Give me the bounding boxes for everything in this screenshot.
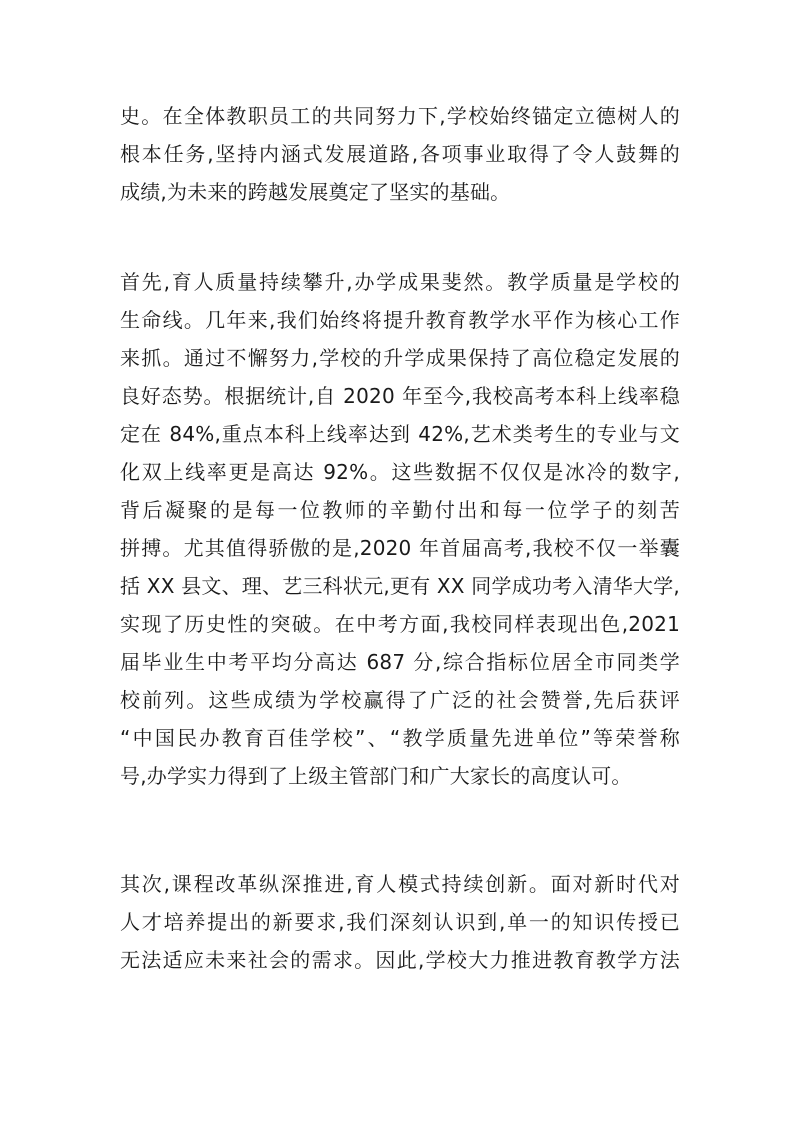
text-line: 背后凝聚的是每一位教师的辛勤付出和每一位学子的刻苦 xyxy=(120,498,680,522)
text-line: 史。在全体教职员工的共同努力下,学校始终锚定立德树人的 xyxy=(120,104,680,128)
text-line: 来抓。通过不懈努力,学校的升学成果保持了高位稳定发展的 xyxy=(120,346,680,370)
text-line: 号,办学实力得到了上级主管部门和广大家长的高度认可。 xyxy=(120,764,632,788)
text-line: 成绩,为未来的跨越发展奠定了坚实的基础。 xyxy=(120,180,511,204)
text-line: 届毕业生中考平均分高达 687 分,综合指标位居全市同类学 xyxy=(120,650,680,674)
text-line: 拼搏。尤其值得骄傲的是,2020 年首届高考,我校不仅一举囊 xyxy=(120,536,680,560)
text-line: 人才培养提出的新要求,我们深刻认识到,单一的知识传授已 xyxy=(120,910,680,934)
text-line: 良好态势。根据统计,自 2020 年至今,我校高考本科上线率稳 xyxy=(120,384,680,408)
text-line: 实现了历史性的突破。在中考方面,我校同样表现出色,2021 xyxy=(120,612,680,636)
text-line: 生命线。几年来,我们始终将提升教育教学水平作为核心工作 xyxy=(120,308,680,332)
text-line: 定在 84%,重点本科上线率达到 42%,艺术类考生的专业与文 xyxy=(120,422,680,446)
text-line: 化双上线率更是高达 92%。这些数据不仅仅是冰冷的数字, xyxy=(120,460,680,484)
text-line: 首先,育人质量持续攀升,办学成果斐然。教学质量是学校的 xyxy=(120,270,680,294)
text-line: 校前列。这些成绩为学校赢得了广泛的社会赞誉,先后获评 xyxy=(120,688,680,712)
text-line: 无法适应未来社会的需求。因此,学校大力推进教育教学方法 xyxy=(120,948,680,972)
text-line: 括 XX 县文、理、艺三科状元,更有 XX 同学成功考入清华大学, xyxy=(120,574,680,598)
text-line: 其次,课程改革纵深推进,育人模式持续创新。面对新时代对 xyxy=(120,872,680,896)
text-line: “中国民办教育百佳学校”、“教学质量先进单位”等荣誉称 xyxy=(120,726,680,750)
text-line: 根本任务,坚持内涵式发展道路,各项事业取得了令人鼓舞的 xyxy=(120,142,680,166)
